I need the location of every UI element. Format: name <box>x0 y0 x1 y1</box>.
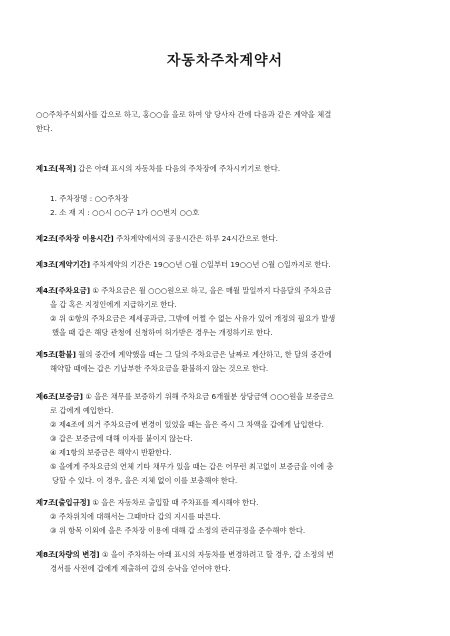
list-item: 1. 주차장명 : ○○주차장 <box>50 194 129 203</box>
article-line: ③ 위 항목 이외에 을은 주차장 이용에 대해 갑 소정의 관리규정을 준수해야 한다. <box>50 526 306 535</box>
article-heading: 제1조[목적] <box>36 164 76 173</box>
article-line: ⑤ 을에게 주차요금의 연체 기타 채무가 있을 때는 갑은 어무런 최고없이 보증금을 이에 충 <box>50 462 334 471</box>
article-text: ① 주차요금은 월 ○○○원으로 하고, 을은 매월 말일까지 다음달의 주차요금 <box>92 286 332 295</box>
article-line <box>36 284 416 298</box>
article-1-items <box>36 192 416 220</box>
article-text: 주차계약의 기간은 19○○년 ○월 ○일부터 19○○년 ○월 ○일까지로 한다. <box>92 260 331 269</box>
article-line: 경서를 사전에 갑에게 제출하여 갑의 승낙을 얻어야 한다. <box>50 564 231 573</box>
list-item: 2. 소 재 지 : ○○시 ○○구 1가 ○○번지 ○○호 <box>50 208 200 217</box>
article-text: ① 을은 자동차로 출입할 때 주차표를 제시해야 한다. <box>92 498 259 507</box>
article-6 <box>36 390 416 488</box>
intro-line: ○○주차주식회사를 갑으로 하고, 홍○○을 을로 하여 양 당사자 간에 다음과 같은 계약을 체결 <box>36 110 332 119</box>
article-4 <box>36 284 416 340</box>
article-2 <box>36 232 416 246</box>
article-line <box>36 162 416 176</box>
article-line: ④ 제1항의 보증금은 해약시 반환한다. <box>50 448 172 457</box>
article-heading: 제6조[보증금] <box>36 392 83 401</box>
article-line <box>36 548 416 562</box>
article-heading: 제5조[환불] <box>36 350 76 359</box>
article-heading: 제2조[주차장 이용시간] <box>36 234 114 243</box>
article-line: ② 제4조에 의거 주차요금에 변경이 있었을 때는 을은 즉시 그 차액을 갑에게 납입한다. <box>50 420 324 429</box>
article-line: 을 갑 혹은 지정인에게 지급하기로 한다. <box>50 300 177 309</box>
article-text: 갑은 아래 표시의 자동차를 다음의 주차장에 주차시키기로 한다. <box>78 164 281 173</box>
article-line <box>36 258 416 272</box>
article-line: ② 주차위치에 대해서는 그때마다 갑의 지시를 따른다. <box>50 512 221 521</box>
article-heading: 제3조[계약기간] <box>36 260 91 269</box>
article-5 <box>36 348 416 376</box>
article-3 <box>36 258 416 272</box>
article-text: ① 을이 주차하는 아래 표시의 자동차를 변경하려고 할 경우, 갑 소정의 변 <box>101 550 334 559</box>
article-text: 주차계약에서의 공용시간은 하루 24시간으로 한다. <box>116 234 278 243</box>
article-line: 로 갑에게 예입한다. <box>50 406 114 415</box>
intro-line: 한다. <box>36 124 53 133</box>
article-line: ② 위 ①항의 주차요금은 제세공과금, 그밖에 어쩔 수 없는 사유가 있어 개정의 필요가 발생 <box>50 314 336 323</box>
article-8 <box>36 548 416 576</box>
article-heading: 제8조[차량의 변경] <box>36 550 100 559</box>
article-line: ③ 갑은 보증금에 대해 이자를 붙이지 않는다. <box>50 434 193 443</box>
article-line: 당할 수 있다. 이 경우, 을은 지체 없이 이를 보충해야 한다. <box>52 476 238 485</box>
article-text: 월의 중간에 계약했을 때는 그 달의 주차요금은 날짜로 계산하고, 한 달의 중간에 <box>78 350 332 359</box>
article-text: ① 을은 채무를 보증하기 위해 주차요금 6개월분 상당금액 ○○○원을 보증금으 <box>85 392 334 401</box>
article-line <box>36 348 416 362</box>
article-line: 해약할 때에는 갑은 기납부한 주차요금을 환불하지 않는 것으로 한다. <box>50 364 269 373</box>
article-7 <box>36 496 416 538</box>
article-line: 했을 때 갑은 해당 관청에 신청하여 허가받은 경우는 개정하기로 한다. <box>52 328 273 337</box>
article-heading: 제4조[주차요금] <box>36 286 91 295</box>
document-title: 자동차주차계약서 <box>166 53 284 69</box>
article-1 <box>36 162 416 176</box>
intro-paragraph <box>36 108 416 136</box>
article-line <box>36 390 416 404</box>
article-line <box>36 232 416 246</box>
article-line <box>36 496 416 510</box>
article-heading: 제7조[출입규정] <box>36 498 91 507</box>
